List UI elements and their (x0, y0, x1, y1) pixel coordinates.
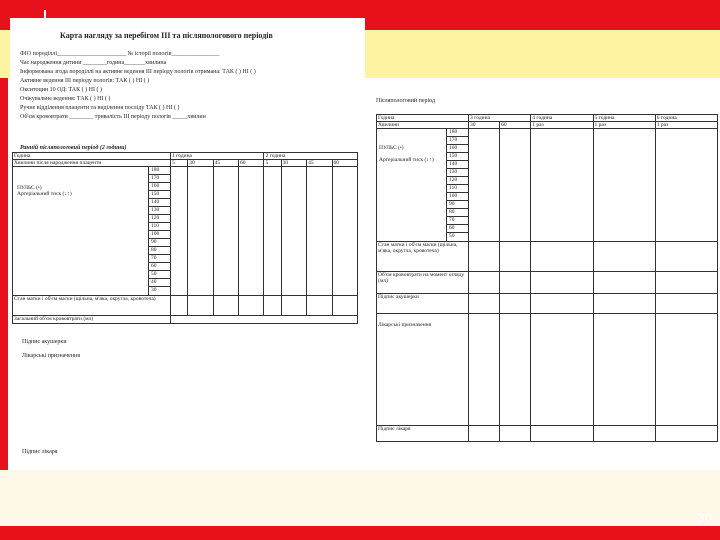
grid-cell[interactable] (593, 426, 655, 442)
monitoring-table (12, 152, 358, 324)
grid-cell[interactable] (307, 296, 332, 316)
grid-cell[interactable] (531, 129, 593, 242)
doctor-signature: Підпис лікаря (22, 449, 58, 455)
midwife-signature: Підпис акушерки (377, 294, 469, 314)
right-form-sheet (374, 78, 720, 470)
doctor-orders: Лікарські призначення (377, 314, 469, 426)
grid-cell[interactable] (332, 167, 357, 296)
grid-cell[interactable] (469, 314, 500, 426)
grid-cell[interactable] (500, 242, 531, 272)
minute-cell: 5 (171, 160, 188, 167)
grid-cell[interactable] (531, 294, 593, 314)
grid-cell[interactable] (213, 296, 238, 316)
section-title: Ранній післяпологовий період (2 години) (20, 145, 127, 151)
right-form-title: Післяпологовий період (376, 98, 436, 104)
minute-cell: 60 (332, 160, 357, 167)
grid-cell[interactable] (171, 167, 188, 296)
grid-cell[interactable] (500, 272, 531, 294)
header-hour4: 4 година (531, 115, 593, 122)
field-line: Об'єм крововтрати ________ тривалість ІІІ періоду пологів _____хвилин (20, 114, 206, 120)
grid-cell[interactable] (500, 129, 531, 242)
left-form-sheet (10, 18, 365, 470)
bp-label: Артеріальний тиск (↓↑) (17, 191, 72, 197)
header-minutes: Хвилини після народження плаценти (13, 160, 171, 167)
grid-cell[interactable] (531, 426, 593, 442)
header-hour1: 1 година (171, 153, 264, 160)
minute-cell: 1 раз (531, 122, 593, 129)
midwife-signature: Підпис акушерки (22, 339, 67, 345)
blood-row-label: Об'єм крововтрати на момент огляду (мл) (377, 272, 469, 294)
grid-cell[interactable] (500, 426, 531, 442)
header-time: Година (377, 115, 469, 122)
field-line: ФІО породіллі_______________________ № історії пологів________________ (20, 51, 220, 57)
minute-cell: 1 раз (593, 122, 655, 129)
doctor-signature: Підпис лікаря (377, 426, 469, 442)
minute-cell: 5 (264, 160, 281, 167)
grid-cell[interactable] (469, 272, 500, 294)
grid-cell[interactable] (655, 426, 717, 442)
grid-cell[interactable] (593, 294, 655, 314)
grid-cell[interactable] (171, 296, 188, 316)
vitals-label-block (377, 129, 469, 242)
header-hour6: 6 година (655, 115, 717, 122)
grid-cell[interactable] (469, 294, 500, 314)
grid-cell[interactable] (500, 294, 531, 314)
header-time: Година (13, 153, 171, 160)
minute-cell: 30 (188, 160, 213, 167)
header-minutes: Хвилини (377, 122, 469, 129)
bottom-red-bar (0, 526, 720, 540)
grid-cell[interactable] (307, 167, 332, 296)
grid-cell[interactable] (531, 242, 593, 272)
grid-cell[interactable] (655, 314, 717, 426)
doctor-orders: Лікарські призначення (22, 353, 80, 359)
form-fields (20, 50, 360, 122)
grid-cell[interactable] (213, 167, 238, 296)
vitals-label-block (13, 167, 171, 296)
minute-cell: 45 (307, 160, 332, 167)
grid-cell[interactable] (655, 242, 717, 272)
bp-label: Артеріальний тиск (↓↑) (379, 157, 434, 163)
grid-cell[interactable] (469, 242, 500, 272)
grid-cell[interactable] (500, 314, 531, 426)
field-line: Час народження дитини ________година_______хвилина (20, 60, 167, 66)
grid-cell[interactable] (281, 296, 306, 316)
minute-cell: 30 (281, 160, 306, 167)
grid-cell[interactable] (593, 314, 655, 426)
grid-cell[interactable] (332, 296, 357, 316)
grid-cell[interactable] (531, 314, 593, 426)
minute-cell: 60 (500, 122, 531, 129)
grid-cell[interactable] (264, 296, 281, 316)
grid-cell[interactable] (188, 296, 213, 316)
minute-cell: 45 (213, 160, 238, 167)
uterus-row-label: Стан матки і об'єм маски (щільна, м'яка, округла, кровотеча) (377, 242, 469, 272)
page-number: 30 (697, 510, 712, 525)
grid-cell[interactable] (171, 316, 358, 324)
field-line: Окситоцин 10 ОД: ТАК ( ) НІ ( ) (20, 87, 102, 93)
field-line: Очікувальне ведення: ТАК ( ) НІ ( ) (20, 96, 111, 102)
minute-cell: 1 раз (655, 122, 717, 129)
field-line: Ручне відділення плаценти та виділення посліду ТАК ( ) НІ ( ) (20, 105, 180, 111)
total-blood-row-label: Загальний об'єм крововтрати (мл) (13, 316, 171, 324)
minute-cell: 60 (239, 160, 264, 167)
postpartum-table (376, 114, 718, 442)
grid-cell[interactable] (264, 167, 281, 296)
field-line: Інформована згода породіллі на активне ведення ІІІ періоду пологів отримана: ТАК ( ) НІ ( ) (20, 69, 256, 75)
minute-cell: 30 (469, 122, 500, 129)
form-title: Карта нагляду за перебігом ІІІ та післяпологового періодів (60, 31, 273, 40)
grid-cell[interactable] (655, 129, 717, 242)
grid-cell[interactable] (593, 242, 655, 272)
left-red-edge (0, 78, 8, 470)
grid-cell[interactable] (239, 167, 264, 296)
header-hour3: 3 година (469, 115, 531, 122)
grid-cell[interactable] (469, 426, 500, 442)
grid-cell[interactable] (593, 272, 655, 294)
bottom-strip (0, 470, 720, 526)
pulse-label: ПУЛЬС (•) (17, 185, 42, 191)
grid-cell[interactable] (281, 167, 306, 296)
header-hour5: 5 година (593, 115, 655, 122)
grid-cell[interactable] (655, 294, 717, 314)
scale-column: 180 170 160 150 140 130 120 110 100 90 80 70 60 50 (446, 129, 468, 241)
grid-cell[interactable] (239, 296, 264, 316)
grid-cell[interactable] (188, 167, 213, 296)
grid-cell[interactable] (469, 129, 500, 242)
header-hour2: 2 година (264, 153, 358, 160)
field-line: Активне ведення ІІІ періоду пологів: ТАК ( ) НІ ( ) (20, 78, 150, 84)
pulse-label: ПУЛЬС (•) (379, 145, 404, 151)
uterus-row-label: Стан матки і об'єм маски (щільна, м'яка, округла, кровотеча) (13, 296, 171, 316)
grid-cell[interactable] (531, 272, 593, 294)
grid-cell[interactable] (593, 129, 655, 242)
grid-cell[interactable] (655, 272, 717, 294)
scale-column: 180 170 160 150 140 130 120 110 100 90 80 70 60 50 40 30 (148, 167, 170, 295)
